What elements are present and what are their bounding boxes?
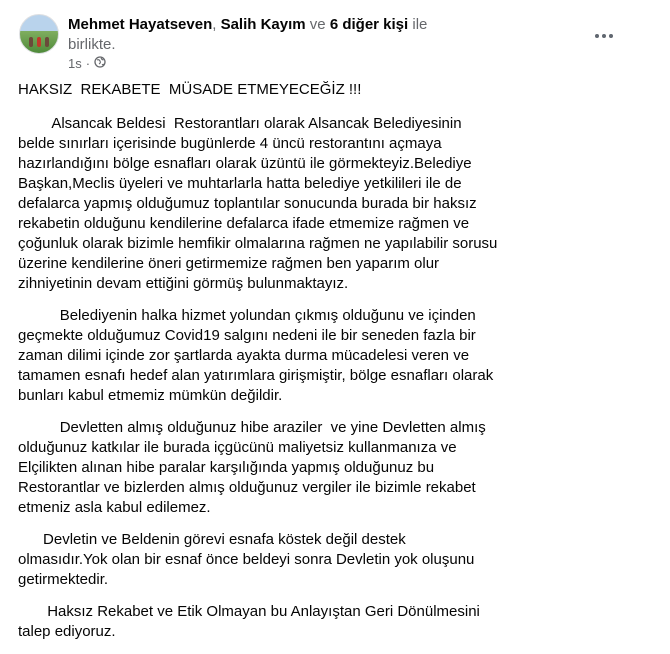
meta-dot: · [85, 56, 91, 71]
avatar-figure [29, 37, 33, 47]
with-word: ve [305, 16, 330, 33]
post-paragraph: Belediyenin halka hizmet yolundan çıkmış olduğunu ve içinden geçmekte olduğumuz Covid19 salgını nedeni ile bir seneden fazla bir zaman dilimi içinde zor şartlarda ayakta durma mücadelesi veren ve tamamen esnafı hedef alan yatırımlara girişmiştir, bölge esnafları olarak bunları kabul etmemiz mümkün değildir. [18, 307, 498, 404]
post-meta [68, 56, 106, 72]
post-body [18, 80, 502, 654]
tagged-person-link[interactable]: Salih Kayım [220, 16, 306, 33]
more-options-button[interactable] [590, 22, 618, 50]
post-time[interactable]: 1s [68, 56, 82, 71]
post-title: HAKSIZ REKABETE MÜSADE ETMEYECEĞİZ !!! [18, 81, 362, 98]
avatar-figure [37, 37, 41, 47]
others-link[interactable]: 6 diğer kişi [329, 16, 409, 33]
post-paragraph: Haksız Rekabet ve Etik Olmayan bu Anlayıştan Geri Dönülmesini talep ediyoruz. [18, 603, 485, 640]
globe-icon [94, 56, 106, 72]
post-header [68, 15, 438, 55]
avatar-figure [45, 37, 49, 47]
dot [595, 34, 599, 38]
dot [609, 34, 613, 38]
dot [602, 34, 606, 38]
post-paragraph: Alsancak Beldesi Restorantları olarak Alsancak Belediyesinin belde sınırları içerisinde bugünlerde 4 üncü restorantını açmaya hazırlandığını bölge esnafları olarak üzüntü ile görmekteyiz.Belediye Başkan,Meclis üyeleri ve muhtarlarla hatta belediye yetkilileri ile de defalarca yapmış olduğumuz toplantılar sonucunda burada bir haksız rekabetin olduğunu kendilerine defalarca ifade etmemize rağmen ve çoğunluk olarak bizimle hemfikir olmalarına rağmen ne yapılabilir sorusu üzerine kendilerine öneri getirmemize rağmen ben yaparım olur zihniyetinin devam ettiğini görmüş bulunmaktayız. [18, 115, 502, 292]
header-suffix: ile birlikte. [68, 16, 428, 53]
avatar[interactable] [19, 14, 59, 54]
author-link[interactable]: Mehmet Hayatseven [68, 16, 213, 33]
post-paragraph: Devletten almış olduğunuz hibe araziler ve yine Devletten almış olduğunuz katkılar ile burada içgücünü maliyetsiz kullanmanıza ve Elçilikten alınan hibe paralar karşılığında yapmış olduğunuz bu Restorantlar ve bizlerden almış olduğunuz vergiler ile bizimle rekabet etmeniz asla kabul edilemez. [18, 419, 490, 516]
post-paragraph: Devletin ve Beldenin görevi esnafa köstek değil destek olmasıdır.Yok olan bir esnaf önce beldeyi sonra Devletin yok oluşunu getirmektedir. [18, 531, 479, 588]
separator: , [212, 16, 221, 33]
